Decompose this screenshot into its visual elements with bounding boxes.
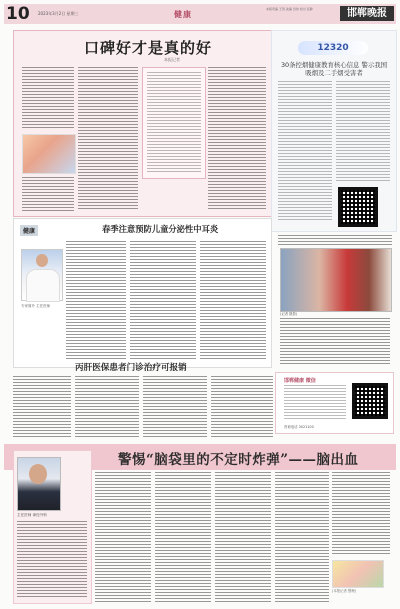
doctor-coat	[26, 269, 60, 302]
article-body-column	[13, 376, 71, 439]
article-title: 春季注意预防儿童分泌性中耳炎	[102, 224, 219, 234]
doctor-profile-text	[17, 521, 87, 597]
article-body-column	[66, 241, 126, 361]
article-body-column	[143, 376, 207, 439]
article-otitis-media	[13, 218, 272, 368]
doctor-photo	[21, 249, 63, 301]
box-title: 邯郸健康 微信	[284, 378, 316, 384]
editor-info: 本版责编 王利 美编 田伟 校对 张静	[266, 7, 313, 11]
article-byline: 本报记者	[164, 57, 180, 62]
article-body-column	[22, 67, 74, 129]
section-title: 健康	[174, 10, 192, 19]
article-body-column	[208, 67, 266, 211]
photo-story-text	[280, 318, 390, 366]
article-body-column	[95, 472, 151, 604]
page-number: 10	[6, 4, 30, 24]
photo-intro-text	[278, 235, 392, 245]
ad-title: 30条控烟健康教育核心信息 警示我国吸烟及二手烟受害者	[280, 61, 388, 77]
wechat-info-box	[275, 372, 394, 434]
article-body-column	[78, 67, 138, 211]
article-title-hepatitis: 丙肝医保患者门诊治疗可报销	[75, 363, 187, 373]
article-body-column	[22, 177, 74, 211]
page-header	[4, 4, 396, 24]
newspaper-logo: 邯郸晚报	[340, 6, 394, 21]
news-photo-volunteers	[280, 248, 392, 312]
article-illustration	[332, 560, 384, 588]
box-footer: 咨询电话 3021100	[284, 425, 314, 429]
article-body-column	[275, 472, 329, 604]
article-body-column	[130, 241, 196, 361]
doctor-caption: 主任医师 神经外科	[17, 513, 47, 517]
article-body-column	[215, 472, 271, 604]
article-word-of-mouth	[13, 30, 272, 217]
editor-note-box	[142, 67, 206, 179]
article-hepatitis	[13, 376, 275, 441]
hotline-logo: 12320	[298, 41, 368, 55]
qr-code	[352, 383, 388, 419]
article-illustration	[22, 134, 76, 174]
photo-caption: (记者 摄影)	[280, 312, 298, 316]
issue-date: 2023年3月2日 星期三	[38, 11, 79, 16]
column-tag: 健康	[20, 225, 38, 236]
doctor-caption: 专家简介 主任医师	[21, 304, 51, 308]
box-text	[284, 385, 346, 421]
article-body-column	[75, 376, 139, 439]
doctor-face	[36, 254, 48, 267]
tobacco-control-ad	[271, 30, 397, 232]
qr-code	[338, 187, 378, 227]
article-body-column	[211, 376, 273, 439]
ad-body-column	[336, 81, 390, 181]
article-body-column	[200, 241, 266, 361]
article-title: 口碑好才是真的好	[84, 39, 213, 57]
article-body-column	[332, 472, 390, 556]
ad-body-column	[278, 81, 332, 221]
editor-note-text	[147, 72, 201, 172]
article-footer: (本报记者 整理)	[332, 589, 357, 593]
doctor-photo	[17, 457, 61, 511]
article-body-column	[155, 472, 211, 604]
article-title-brain-hemorrhage: 警惕“脑袋里的不定时炸弹”——脑出血	[118, 452, 359, 468]
doctor-face	[29, 464, 47, 484]
